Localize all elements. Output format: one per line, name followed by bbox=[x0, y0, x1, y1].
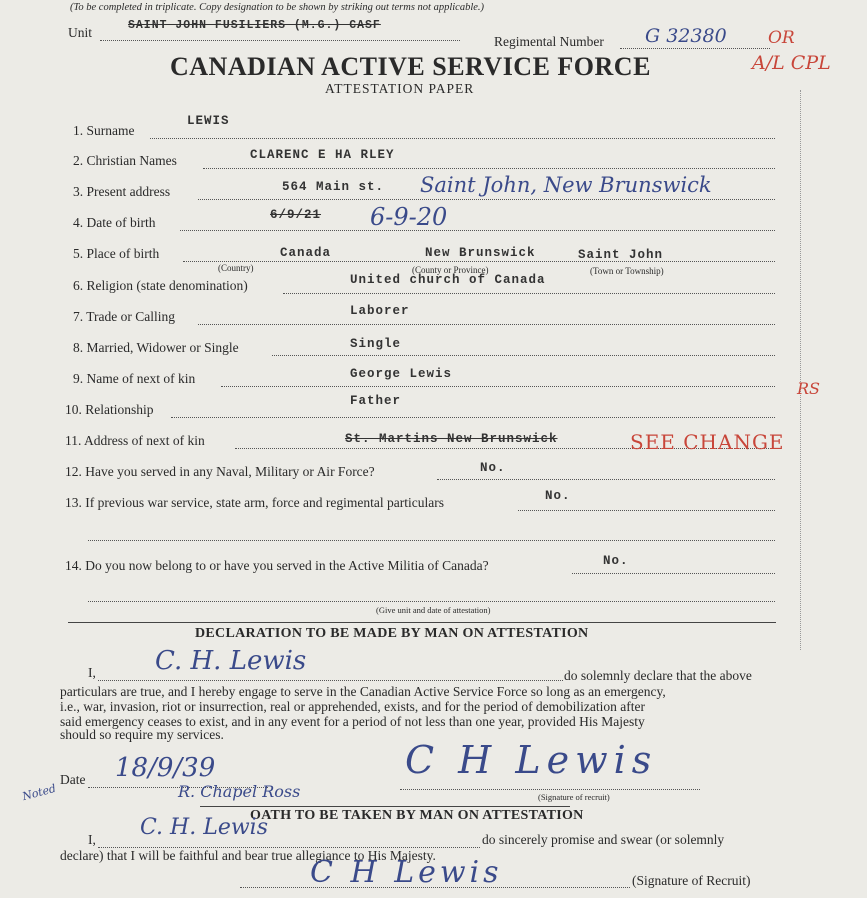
margin-note: Noted bbox=[20, 781, 58, 804]
declaration-i-label: I, bbox=[88, 665, 96, 680]
annotation-or: OR bbox=[768, 28, 795, 48]
recruit-signature-large: C H Lewis bbox=[405, 738, 658, 782]
oath-line2: declare) that I will be faithful and bear true allegiance to His Majesty. bbox=[60, 848, 436, 863]
oath-i-label: I, bbox=[88, 832, 96, 847]
q10-label: 10. Relationship bbox=[65, 402, 154, 417]
q9-dots bbox=[221, 386, 775, 387]
q13-label: 13. If previous war service, state arm, force and regimental particulars bbox=[65, 495, 444, 510]
q7-dots bbox=[198, 324, 775, 325]
date-value: 18/9/39 bbox=[115, 753, 216, 783]
q4-handwritten: 6-9-20 bbox=[370, 203, 448, 231]
q1-label: 1. Surname bbox=[73, 123, 135, 138]
declaration-line1: do solemnly declare that the above bbox=[564, 668, 752, 683]
q4-struck-value: 6/9/21 bbox=[270, 208, 322, 222]
q13-dots-2 bbox=[88, 540, 775, 541]
q5-town-caption: (Town or Township) bbox=[590, 266, 664, 276]
date-label: Date bbox=[60, 772, 86, 787]
q5-province: New Brunswick bbox=[425, 246, 536, 260]
q5-country-caption: (Country) bbox=[218, 263, 254, 273]
q14-label: 14. Do you now belong to or have you served in the Active Militia of Canada? bbox=[65, 558, 489, 573]
signature-caption: (Signature of recruit) bbox=[538, 792, 610, 802]
q4-label: 4. Date of birth bbox=[73, 215, 156, 230]
q7-value: Laborer bbox=[350, 304, 410, 318]
q12-value: No. bbox=[480, 461, 506, 475]
regimental-number-label: Regimental Number bbox=[494, 34, 604, 49]
q2-label: 2. Christian Names bbox=[73, 153, 177, 168]
annotation-see-change: SEE CHANGE bbox=[630, 430, 785, 454]
unit-value: SAINT JOHN FUSILIERS (M.G.) CASF bbox=[128, 19, 381, 32]
q13-value: No. bbox=[545, 489, 571, 503]
oath-signature-label: (Signature of Recruit) bbox=[632, 873, 751, 888]
declaration-line4: said emergency ceases to exist, and in any event for a period of not less than one year, provided His Majesty bbox=[60, 714, 645, 729]
q12-dots bbox=[437, 479, 775, 480]
declaration-title: DECLARATION TO BE MADE BY MAN ON ATTESTATION bbox=[195, 626, 589, 641]
q6-value: United church of Canada bbox=[350, 273, 546, 287]
section-divider bbox=[68, 622, 776, 623]
q6-label: 6. Religion (state denomination) bbox=[73, 278, 248, 293]
q3-value: 564 Main st. bbox=[282, 180, 385, 194]
declaration-name-dots bbox=[98, 680, 563, 681]
oath-divider bbox=[200, 806, 570, 807]
q3-handwritten: Saint John, New Brunswick bbox=[420, 173, 712, 197]
q9-value: George Lewis bbox=[350, 367, 453, 381]
background-fold-line bbox=[800, 90, 801, 650]
declaration-line2: particulars are true, and I hereby engage to serve in the Canadian Active Service Force so long as an emergency, bbox=[60, 684, 666, 699]
regimental-number-value: G 32380 bbox=[645, 25, 727, 47]
q12-label: 12. Have you served in any Naval, Military or Air Force? bbox=[65, 464, 375, 479]
q7-label: 7. Trade or Calling bbox=[73, 309, 176, 324]
oath-line1: do sincerely promise and swear (or solemnly bbox=[482, 832, 725, 847]
q10-dots bbox=[171, 417, 775, 418]
q2-dots bbox=[203, 168, 775, 169]
witness-signature: R. Chapel Ross bbox=[178, 782, 301, 801]
annotation-rank: A/L CPL bbox=[752, 52, 831, 74]
header-note: (To be completed in triplicate. Copy designation to be shown by striking out terms not applicable.) bbox=[70, 2, 485, 13]
q8-value: Single bbox=[350, 337, 402, 351]
q11-label: 11. Address of next of kin bbox=[65, 433, 205, 448]
q14-dots-2 bbox=[88, 601, 775, 602]
q13-dots bbox=[518, 510, 775, 511]
q5-dots bbox=[183, 261, 775, 262]
oath-signature: C H Lewis bbox=[310, 855, 503, 890]
q5-town: Saint John bbox=[578, 248, 664, 262]
q5-country: Canada bbox=[280, 246, 332, 260]
q6-dots bbox=[283, 293, 775, 294]
q10-value: Father bbox=[350, 394, 402, 408]
q14-caption: (Give unit and date of attestation) bbox=[376, 605, 491, 615]
oath-name: C. H. Lewis bbox=[140, 815, 268, 840]
form-title: CANADIAN ACTIVE SERVICE FORCE bbox=[170, 52, 651, 81]
q14-dots bbox=[572, 573, 775, 574]
unit-dots bbox=[100, 40, 460, 41]
form-subtitle: ATTESTATION PAPER bbox=[325, 81, 475, 96]
q8-label: 8. Married, Widower or Single bbox=[73, 340, 239, 355]
recruit-signature-dots bbox=[400, 789, 700, 790]
declaration-signature: C. H. Lewis bbox=[155, 646, 307, 676]
regimental-dots bbox=[620, 48, 770, 49]
q3-dots bbox=[198, 199, 775, 200]
q5-label: 5. Place of birth bbox=[73, 246, 160, 261]
q9-label: 9. Name of next of kin bbox=[73, 371, 196, 386]
q4-dots bbox=[180, 230, 775, 231]
q8-dots bbox=[272, 355, 775, 356]
q5-province-caption: (County or Province) bbox=[412, 265, 489, 275]
q1-dots bbox=[150, 138, 775, 139]
q14-value: No. bbox=[603, 554, 629, 568]
declaration-line3: i.e., war, invasion, riot or insurrection, real or apprehended, exists, and for the period of demobilization after bbox=[60, 699, 646, 714]
oath-title: OATH TO BE TAKEN BY MAN ON ATTESTATION bbox=[250, 808, 584, 823]
q2-value: CLARENC E HA RLEY bbox=[250, 148, 395, 162]
q11-value: St. Martins New Brunswick bbox=[345, 432, 558, 446]
q3-label: 3. Present address bbox=[73, 184, 171, 199]
unit-label: Unit bbox=[68, 25, 93, 40]
q1-value: LEWIS bbox=[187, 114, 230, 128]
annotation-rs: RS bbox=[797, 379, 821, 398]
declaration-line5: should so require my services. bbox=[60, 727, 224, 742]
